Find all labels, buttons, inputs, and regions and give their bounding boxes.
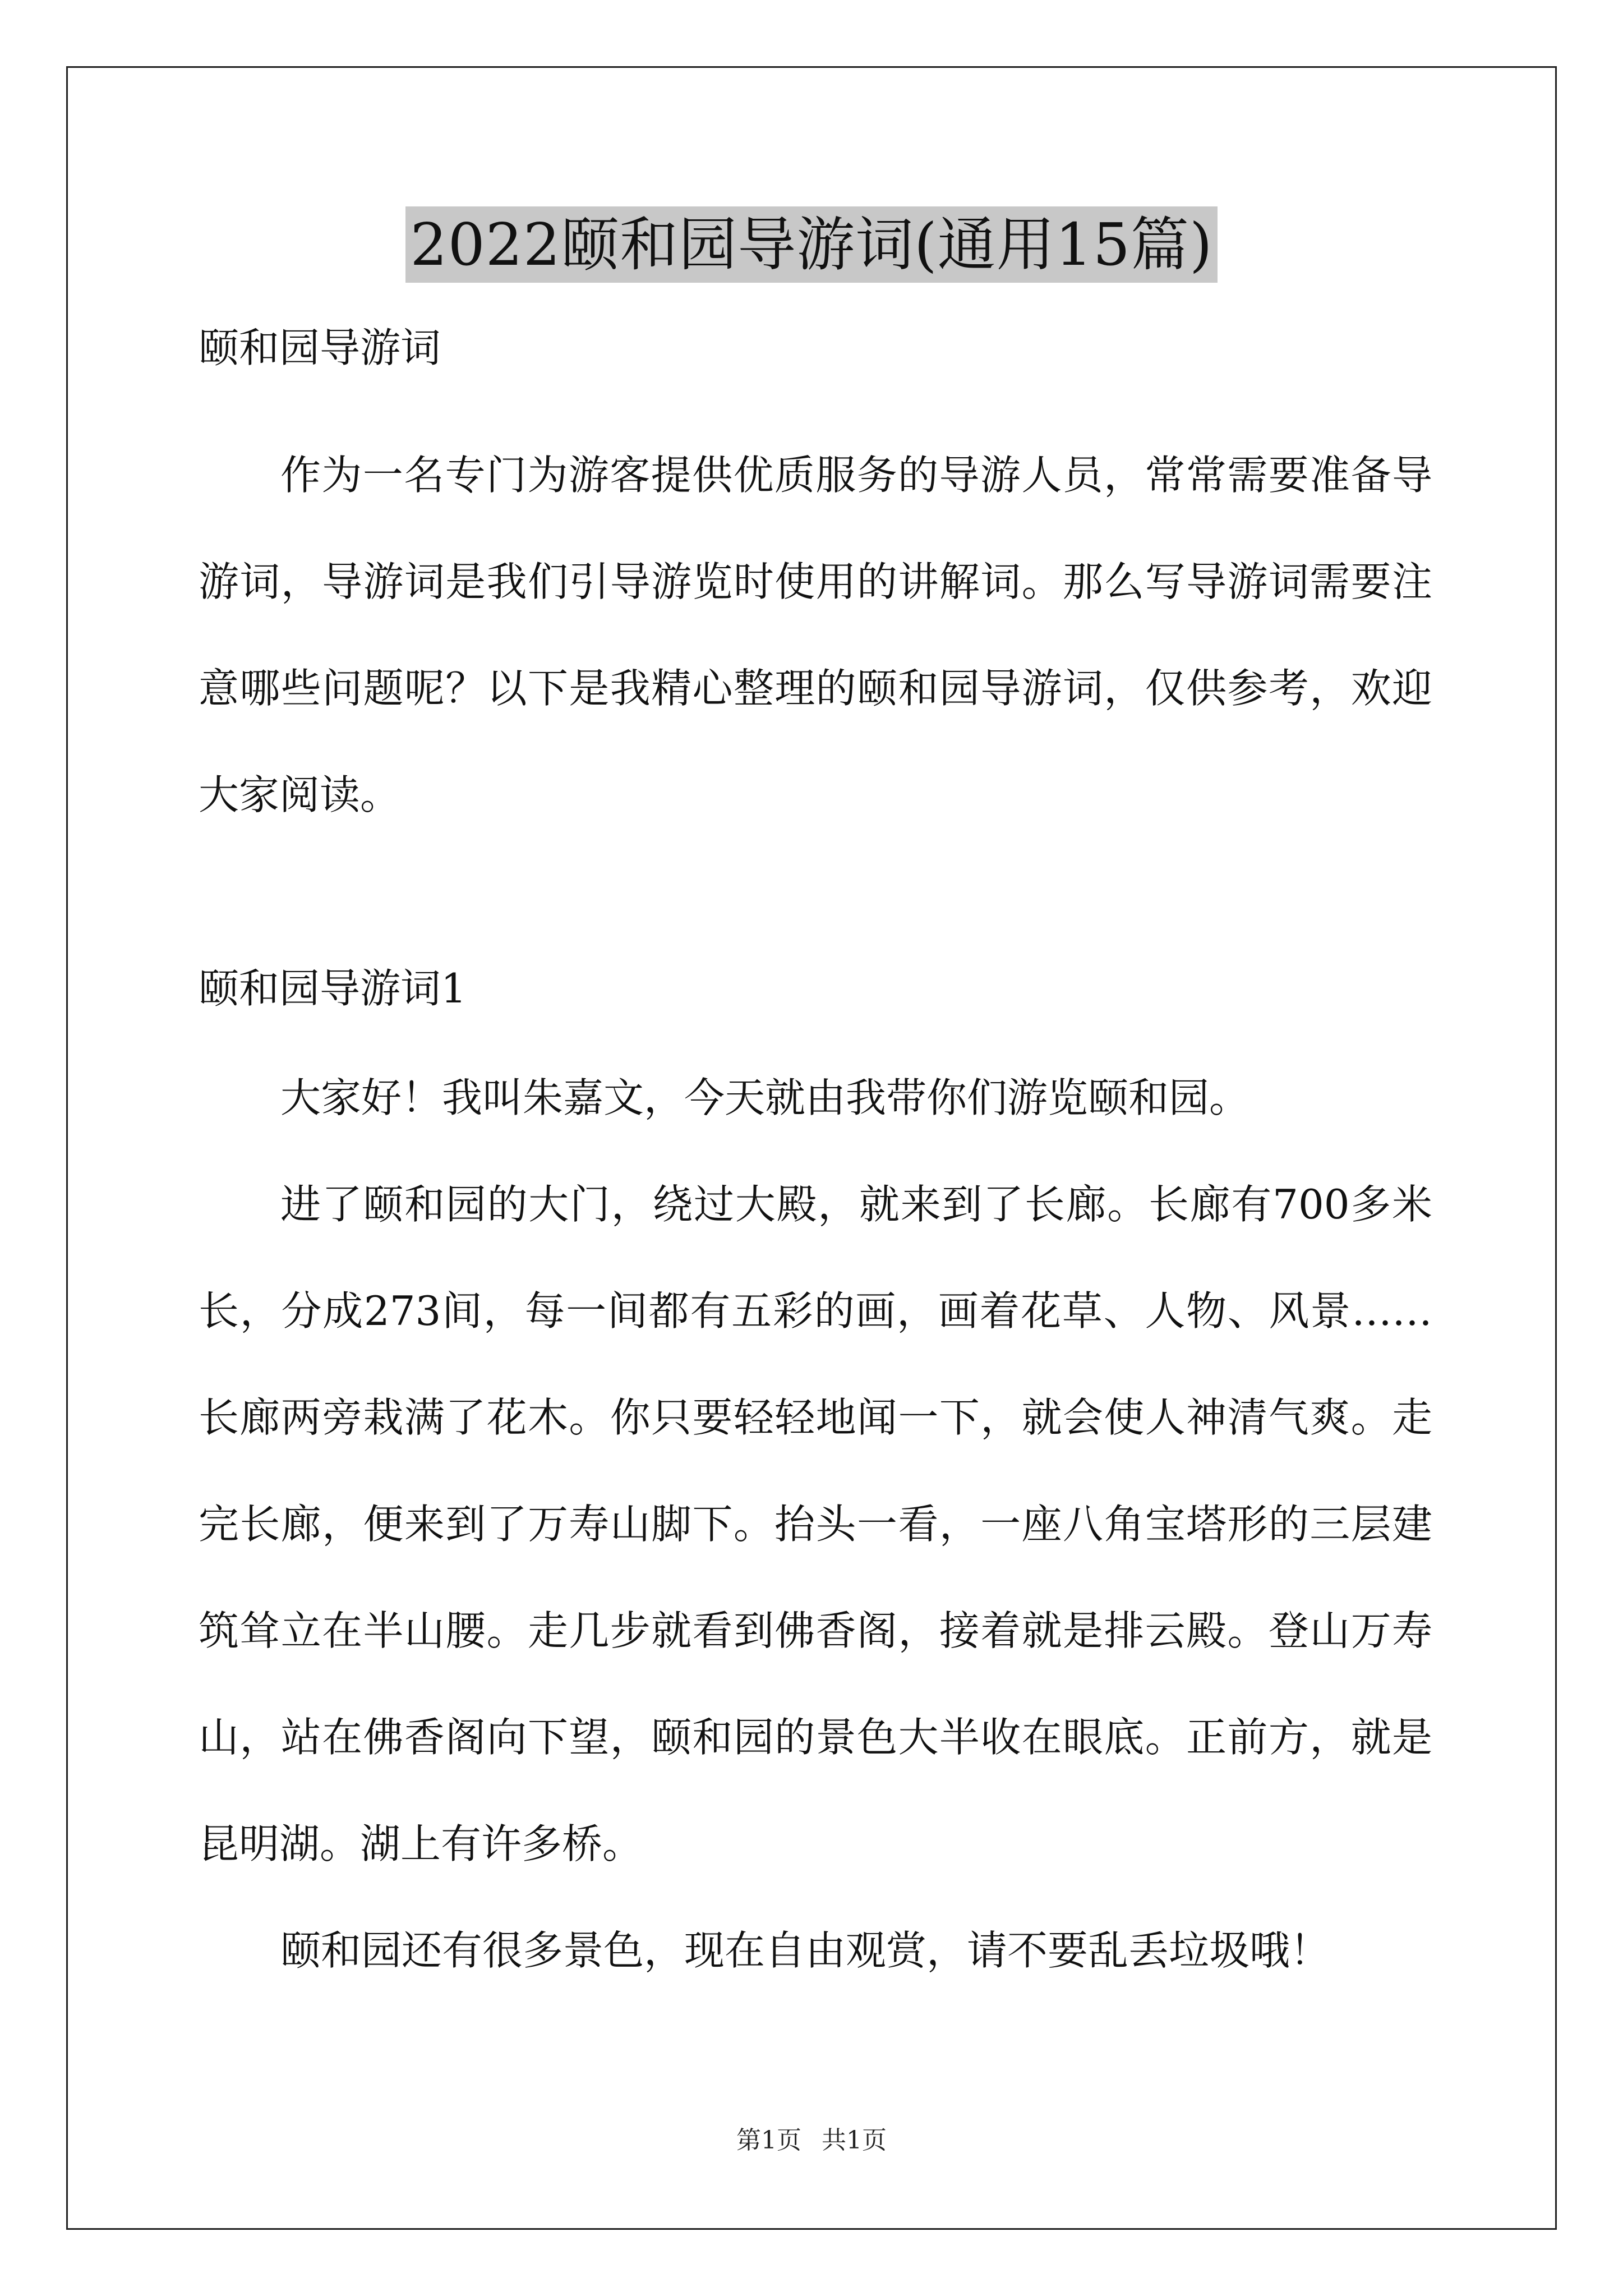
intro-heading: 颐和园导游词 xyxy=(199,324,441,371)
body-paragraph-closing: 颐和园还有很多景色，现在自由观赏，请不要乱丢垃圾哦！ xyxy=(280,1927,1331,1974)
body-paragraph-tour: 进了颐和园的大门，绕过大殿，就来到了长廊。长廊有700多米长，分成273间，每一间都有五彩的画，画着花草、人物、风景……长廊两旁栽满了花木。你只要轻轻地闻一下，就会使人神清气爽。走完长廊，便来到了万寿山脚下。抬头一看，一座八角宝塔形的三层建筑耸立在半山腰。走几步就看到佛香阁，接着就是排云殿。登山万寿山，站在佛香阁向下望，颐和园的景色大半收在眼底。正前方，就是昆明湖。湖上有许多桥。 xyxy=(199,1181,1432,1867)
document-body xyxy=(199,314,1432,2004)
page-footer xyxy=(0,2124,1623,2157)
title-container xyxy=(0,206,1623,283)
intro-paragraph: 作为一名专门为游客提供优质服务的导游人员，常常需要准备导游词，导游词是我们引导游览时使用的讲解词。那么写导游词需要注意哪些问题呢？以下是我精心整理的颐和园导游词，仅供参考，欢迎大家阅读。 xyxy=(199,452,1432,818)
page-total: 共1页 xyxy=(822,2126,887,2155)
body-paragraph-greeting: 大家好！我叫朱嘉文，今天就由我带你们游览颐和园。 xyxy=(280,1074,1250,1121)
document-title: 2022颐和园导游词(通用15篇) xyxy=(405,206,1217,283)
section-heading: 颐和园导游词1 xyxy=(199,965,467,1012)
page-number: 第1页 xyxy=(736,2126,801,2155)
